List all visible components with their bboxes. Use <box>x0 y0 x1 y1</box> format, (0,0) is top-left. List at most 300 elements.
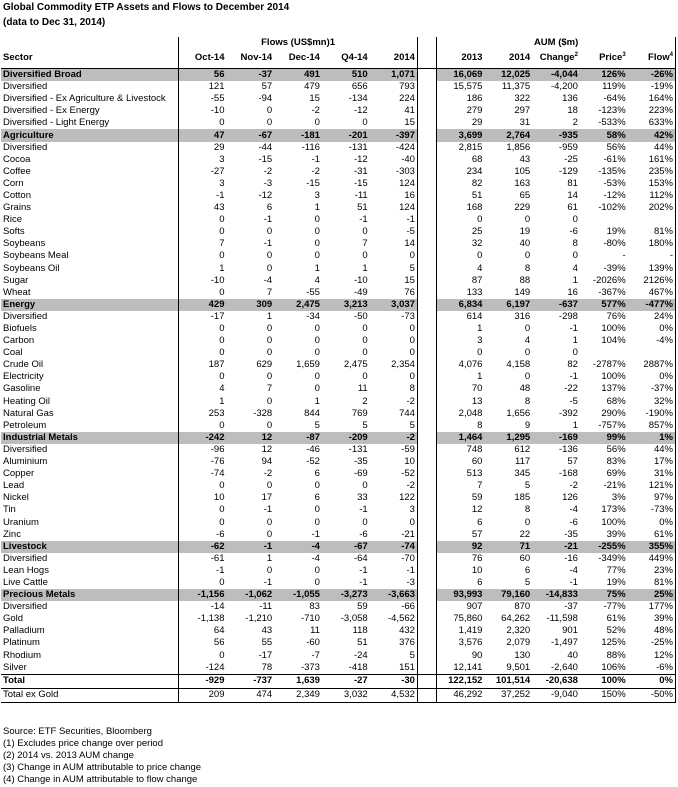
flows-cell: -44 <box>258 141 273 153</box>
flows-cell: -1 <box>179 190 227 202</box>
flows-cell: -24 <box>353 649 368 661</box>
flows-cell: 11 <box>357 383 368 395</box>
aum-group-title: AUM ($m) <box>437 37 676 48</box>
aum-cell: 173% <box>601 504 626 516</box>
flows-cell: 43 <box>261 625 273 637</box>
table-row <box>1 396 676 408</box>
aum-col-header-label: Flow <box>648 52 670 63</box>
aum-cell: - <box>622 250 626 262</box>
flows-cell: -6 <box>359 528 368 540</box>
aum-cell: -168 <box>558 468 578 480</box>
column-gap <box>417 468 436 480</box>
flows-cell: -1 <box>311 528 320 540</box>
aum-cell: 100% <box>580 674 628 688</box>
aum-cell: 39% <box>628 613 676 625</box>
row-label: Uranium <box>3 516 39 528</box>
aum-cell: -39% <box>603 262 626 274</box>
column-gap <box>417 359 436 371</box>
flows-cell: -7 <box>311 649 320 661</box>
table-row <box>1 383 676 395</box>
flows-cell: 6 <box>314 468 320 480</box>
aum-cell: 39% <box>606 528 626 540</box>
aum-cell <box>628 214 676 226</box>
aum-cell: -37% <box>628 383 676 395</box>
column-gap <box>417 456 436 468</box>
column-gap <box>417 190 436 202</box>
flows-cell: -49 <box>353 286 368 298</box>
aum-cell: 0 <box>572 347 578 359</box>
flows-cell: 0 <box>266 395 273 407</box>
flows-cell: 0 <box>266 250 273 262</box>
flows-cell: -4 <box>263 274 273 286</box>
row-label: Rice <box>3 214 23 226</box>
flows-cell: -10 <box>179 105 227 117</box>
table-row <box>1 359 676 371</box>
aum-cell: 345 <box>514 468 531 480</box>
flows-cell: 5 <box>370 420 418 432</box>
sector-header: Sector <box>1 48 179 69</box>
aum-cell: 0% <box>628 674 676 688</box>
aum-cell: -4 <box>569 504 578 516</box>
flows-cell: 0 <box>179 214 227 226</box>
flows-cell: 0 <box>362 347 368 359</box>
flows-cell: 0 <box>179 577 227 589</box>
flows-cell: -60 <box>306 637 320 649</box>
table-row <box>1 601 676 613</box>
aum-cell: 614 <box>437 311 485 323</box>
aum-cell: 42% <box>628 129 676 141</box>
aum-col-header <box>532 48 580 69</box>
aum-cell: 0% <box>628 516 676 528</box>
aum-cell: 1,295 <box>484 432 532 444</box>
flows-cell: 10 <box>370 456 418 468</box>
column-gap <box>417 311 436 323</box>
column-gap <box>417 166 436 178</box>
aum-cell: 907 <box>437 601 485 613</box>
aum-cell: 0 <box>524 516 531 528</box>
aum-cell: 0 <box>524 347 531 359</box>
aum-cell: 100% <box>601 516 626 528</box>
flows-cell: -328 <box>253 407 273 419</box>
flows-cell: -40 <box>370 154 418 166</box>
flows-cell: 656 <box>351 81 368 93</box>
flows-cell: 769 <box>351 407 368 419</box>
column-gap <box>417 81 436 93</box>
column-gap <box>417 420 436 432</box>
aum-cell: 90 <box>437 650 485 662</box>
flows-cell: -929 <box>179 674 227 688</box>
aum-cell: -64% <box>603 93 626 105</box>
aum-cell: 150% <box>580 688 628 702</box>
flows-cell: 0 <box>362 117 368 129</box>
aum-cell: 57 <box>567 456 578 468</box>
flows-cell: 0 <box>179 323 227 335</box>
aum-cell: -129 <box>558 165 578 177</box>
aum-cell: 99% <box>580 432 628 444</box>
aum-cell: 1 <box>572 335 578 347</box>
sector-row <box>1 129 676 141</box>
flows-cell: -1,055 <box>274 589 322 601</box>
column-gap <box>417 323 436 335</box>
column-gap <box>417 662 436 675</box>
flows-cell: 0 <box>314 516 320 528</box>
aum-cell: 4 <box>524 335 531 347</box>
row-label: Coffee <box>3 165 31 177</box>
aum-cell: 139% <box>628 263 676 275</box>
flows-cell: -21 <box>370 529 418 541</box>
aum-cell: -25 <box>564 153 578 165</box>
flows-cell: -1 <box>263 504 273 516</box>
table-row <box>1 504 676 516</box>
flows-cell: -3 <box>263 177 273 189</box>
table-row <box>1 166 676 178</box>
column-gap <box>417 432 436 444</box>
aum-cell: 297 <box>514 105 531 117</box>
row-label: Diversified - Ex Agriculture & Livestock <box>3 93 166 105</box>
aum-cell: 6 <box>437 516 485 528</box>
flows-cell: -12 <box>258 189 273 201</box>
aum-cell: 18 <box>567 105 578 117</box>
table-row <box>1 662 676 675</box>
flows-cell: 57 <box>261 81 273 93</box>
table-row <box>1 420 676 432</box>
column-gap <box>417 250 436 262</box>
flows-cell: 2 <box>362 395 368 407</box>
aum-cell: 577% <box>580 299 628 311</box>
flows-cell: -303 <box>370 166 418 178</box>
aum-cell: -255% <box>580 541 628 553</box>
flows-cell: -1 <box>359 504 368 516</box>
flows-cell: 151 <box>370 662 418 675</box>
aum-cell: 1% <box>628 432 676 444</box>
flows-cell: 0 <box>179 287 227 299</box>
row-label: Heating Oil <box>3 395 50 407</box>
aum-cell: 2,815 <box>437 142 485 154</box>
aum-cell: 10 <box>437 565 485 577</box>
etp-flows-table <box>1 37 676 703</box>
flows-cell: -52 <box>370 468 418 480</box>
aum-cell: 71 <box>484 541 532 553</box>
flows-cell: 0 <box>314 576 320 588</box>
flows-cell: 0 <box>266 480 273 492</box>
flows-cell: 0 <box>314 480 320 492</box>
aum-cell: 4 <box>437 263 485 275</box>
aum-cell: 901 <box>562 625 578 637</box>
aum-cell: 122,152 <box>437 674 485 688</box>
table-row <box>1 347 676 359</box>
row-label: Electricity <box>3 371 44 383</box>
aum-cell: 229 <box>514 202 531 214</box>
flows-cell: 47 <box>179 129 227 141</box>
flows-cell: -14 <box>179 601 227 613</box>
column-gap <box>417 371 436 383</box>
table-row <box>1 154 676 166</box>
aum-cell: -12% <box>603 189 626 201</box>
row-label: Platinum <box>3 637 40 649</box>
flows-cell: 1 <box>314 395 320 407</box>
table-row <box>1 577 676 589</box>
flows-cell: 187 <box>179 359 227 371</box>
flows-cell: -69 <box>353 468 368 480</box>
aum-cell: 1 <box>572 419 578 431</box>
flows-cell: -181 <box>274 129 322 141</box>
column-gap <box>417 335 436 347</box>
column-gap <box>417 178 436 190</box>
flows-cell: -34 <box>306 310 320 322</box>
aum-cell: 12,025 <box>484 69 532 82</box>
column-gap <box>417 674 436 688</box>
aum-cell: -349% <box>598 552 626 564</box>
column-gap <box>417 492 436 504</box>
aum-cell: 60 <box>519 552 531 564</box>
flows-cell: -397 <box>370 129 418 141</box>
aum-cell: -637 <box>532 299 580 311</box>
row-label: Diversified <box>3 310 48 322</box>
aum-cell: 19 <box>519 226 531 238</box>
aum-cell: 31 <box>519 117 531 129</box>
column-gap <box>417 565 436 577</box>
aum-cell: 88% <box>606 649 626 661</box>
aum-cell <box>580 214 628 226</box>
aum-cell: 37,252 <box>484 688 532 702</box>
flows-cell: 0 <box>179 516 227 528</box>
table-row <box>1 529 676 541</box>
aum-cell: -2,640 <box>550 661 578 673</box>
row-label: Diversified <box>3 141 48 153</box>
aum-cell: 185 <box>514 492 531 504</box>
aum-cell: 81 <box>567 177 578 189</box>
aum-cell: -77% <box>603 601 626 613</box>
flows-cell: 0 <box>179 420 227 432</box>
table-row <box>1 408 676 420</box>
aum-cell: 125% <box>601 637 626 649</box>
flows-cell: -31 <box>353 165 368 177</box>
flows-cell: 0 <box>314 117 320 129</box>
column-gap <box>417 589 436 601</box>
flows-cell: -3,058 <box>340 613 368 625</box>
flows-cell: 479 <box>304 81 320 93</box>
aum-cell: -21 <box>532 541 580 553</box>
flows-cell: 0 <box>179 117 227 129</box>
aum-cell: -26% <box>628 69 676 82</box>
flows-cell: 0 <box>266 347 273 359</box>
aum-cell: 1,656 <box>506 407 531 419</box>
row-label: Grains <box>3 202 31 214</box>
flows-cell: 0 <box>179 335 227 347</box>
flows-col-header: 2014 <box>370 48 418 69</box>
flows-cell: 0 <box>314 371 320 383</box>
aum-col-header <box>484 48 532 69</box>
aum-cell: 22 <box>519 528 531 540</box>
flows-cell: 491 <box>274 69 322 82</box>
flows-cell: 0 <box>314 335 320 347</box>
column-gap <box>417 516 436 528</box>
aum-cell: -190% <box>628 408 676 420</box>
flows-col-header: Q4-14 <box>322 48 370 69</box>
footnote-marker: 4 <box>669 51 673 58</box>
aum-cell: 51 <box>437 190 485 202</box>
flows-cell: 0 <box>362 480 368 492</box>
aum-cell: 100% <box>601 323 626 335</box>
aum-cell: 6,197 <box>484 299 532 311</box>
aum-cell: 61% <box>628 529 676 541</box>
aum-cell: 2,079 <box>506 637 531 649</box>
flows-cell: -37 <box>226 69 274 82</box>
flows-cell: -2 <box>370 432 418 444</box>
flows-cell: -70 <box>370 553 418 565</box>
aum-cell: 4 <box>572 262 578 274</box>
aum-cell: 316 <box>514 310 531 322</box>
row-label: Lean Hogs <box>3 564 49 576</box>
aum-cell: 5 <box>524 576 531 588</box>
table-row <box>1 625 676 637</box>
column-gap <box>417 299 436 311</box>
table-row <box>1 311 676 323</box>
flows-cell: 56 <box>179 637 227 649</box>
flows-cell: -67 <box>322 541 370 553</box>
flows-cell: -74 <box>370 541 418 553</box>
flows-cell: 3,032 <box>322 688 370 702</box>
aum-cell: 633% <box>628 117 676 129</box>
flows-cell: -46 <box>306 443 320 455</box>
row-label: Crude Oil <box>3 359 44 371</box>
aum-cell: -477% <box>628 299 676 311</box>
aum-cell: 2 <box>572 117 578 129</box>
table-row <box>1 553 676 565</box>
flows-cell: 0 <box>314 383 320 395</box>
flows-cell: 0 <box>370 335 418 347</box>
sector-row <box>1 69 676 82</box>
flows-cell: -1 <box>359 214 368 226</box>
aum-cell: 136 <box>562 93 578 105</box>
flows-cell: 0 <box>362 226 368 238</box>
aum-cell: 57 <box>437 529 485 541</box>
flows-cell: 0 <box>266 419 273 431</box>
aum-cell: 149 <box>514 286 531 298</box>
aum-cell: -9,040 <box>532 688 580 702</box>
flows-cell: -64 <box>353 552 368 564</box>
flows-cell: 0 <box>266 262 273 274</box>
flows-cell: 4 <box>314 274 320 286</box>
aum-cell: -135% <box>598 165 626 177</box>
flows-cell: 209 <box>179 688 227 702</box>
column-gap <box>417 601 436 613</box>
flows-cell: -52 <box>306 456 320 468</box>
aum-cell: 68% <box>606 395 626 407</box>
aum-cell: -21% <box>603 480 626 492</box>
flows-cell: 17 <box>261 492 273 504</box>
aum-cell: -73% <box>628 504 676 516</box>
aum-cell: 0 <box>437 250 485 262</box>
flows-cell: 1,659 <box>296 359 320 371</box>
flows-cell: 7 <box>266 286 273 298</box>
column-gap <box>417 408 436 420</box>
flows-cell: -17 <box>258 649 273 661</box>
column-gap <box>417 383 436 395</box>
flows-cell: -30 <box>370 674 418 688</box>
column-gap <box>417 637 436 649</box>
flows-cell: -66 <box>370 601 418 613</box>
table-row <box>1 263 676 275</box>
flows-cell: -1 <box>359 576 368 588</box>
aum-cell: 6 <box>437 577 485 589</box>
flows-cell: 0 <box>314 226 320 238</box>
flows-cell: 0 <box>314 214 320 226</box>
flows-cell: -55 <box>306 286 320 298</box>
flows-cell: -418 <box>348 661 368 673</box>
aum-cell: 186 <box>437 93 485 105</box>
aum-cell: 290% <box>601 407 626 419</box>
aum-cell: 0 <box>572 214 578 226</box>
aum-cell: -935 <box>532 129 580 141</box>
aum-col-header <box>580 48 628 69</box>
flows-cell: 1 <box>314 262 320 274</box>
row-label: Palladium <box>3 625 45 637</box>
flows-cell: 5 <box>362 419 368 431</box>
column-gap <box>417 553 436 565</box>
aum-col-header <box>628 48 676 69</box>
aum-cell: 61 <box>567 202 578 214</box>
flows-cell: 3 <box>314 189 320 201</box>
flows-cell: -4 <box>274 541 322 553</box>
flows-cell: -10 <box>179 275 227 287</box>
flows-cell: 7 <box>179 238 227 250</box>
flows-cell: 2,475 <box>274 299 322 311</box>
column-gap <box>417 504 436 516</box>
aum-cell: 234 <box>437 166 485 178</box>
row-label: Diversified - Ex Energy <box>3 105 100 117</box>
flows-cell: -74 <box>179 468 227 480</box>
exgold-row <box>1 688 676 702</box>
flows-cell: 4,532 <box>370 688 418 702</box>
flows-cell: 376 <box>370 637 418 649</box>
aum-cell: 64,262 <box>501 613 531 625</box>
row-label: Rhodium <box>3 649 42 661</box>
row-label: Sugar <box>3 274 29 286</box>
flows-col-header: Nov-14 <box>226 48 274 69</box>
flows-cell: 10 <box>179 492 227 504</box>
aum-cell: 1 <box>437 371 485 383</box>
aum-cell: 467% <box>628 287 676 299</box>
flows-cell: -55 <box>179 93 227 105</box>
flows-cell: 0 <box>266 516 273 528</box>
aum-cell: 81% <box>628 226 676 238</box>
table-row <box>1 650 676 662</box>
aum-cell: 3,699 <box>437 129 485 141</box>
table-row <box>1 250 676 262</box>
aum-cell: 106% <box>601 661 626 673</box>
flows-cell: 8 <box>370 383 418 395</box>
flows-cell: 118 <box>352 625 368 637</box>
footnote-line: (1) Excludes price change over period <box>3 738 164 749</box>
aum-cell: 126 <box>562 492 578 504</box>
table-row <box>1 93 676 105</box>
flows-cell: -12 <box>353 153 368 165</box>
aum-col-header <box>437 48 485 69</box>
flows-cell: 5 <box>370 650 418 662</box>
aum-cell: 31% <box>628 468 676 480</box>
column-gap <box>417 129 436 141</box>
aum-cell: -1 <box>569 371 578 383</box>
flows-cell: 0 <box>370 347 418 359</box>
flows-cell: 43 <box>179 202 227 214</box>
flows-cell: 122 <box>370 492 418 504</box>
aum-cell: 17% <box>628 456 676 468</box>
table-row <box>1 371 676 383</box>
flows-cell: -737 <box>226 674 274 688</box>
table-row <box>1 637 676 649</box>
flows-cell: 55 <box>261 637 273 649</box>
